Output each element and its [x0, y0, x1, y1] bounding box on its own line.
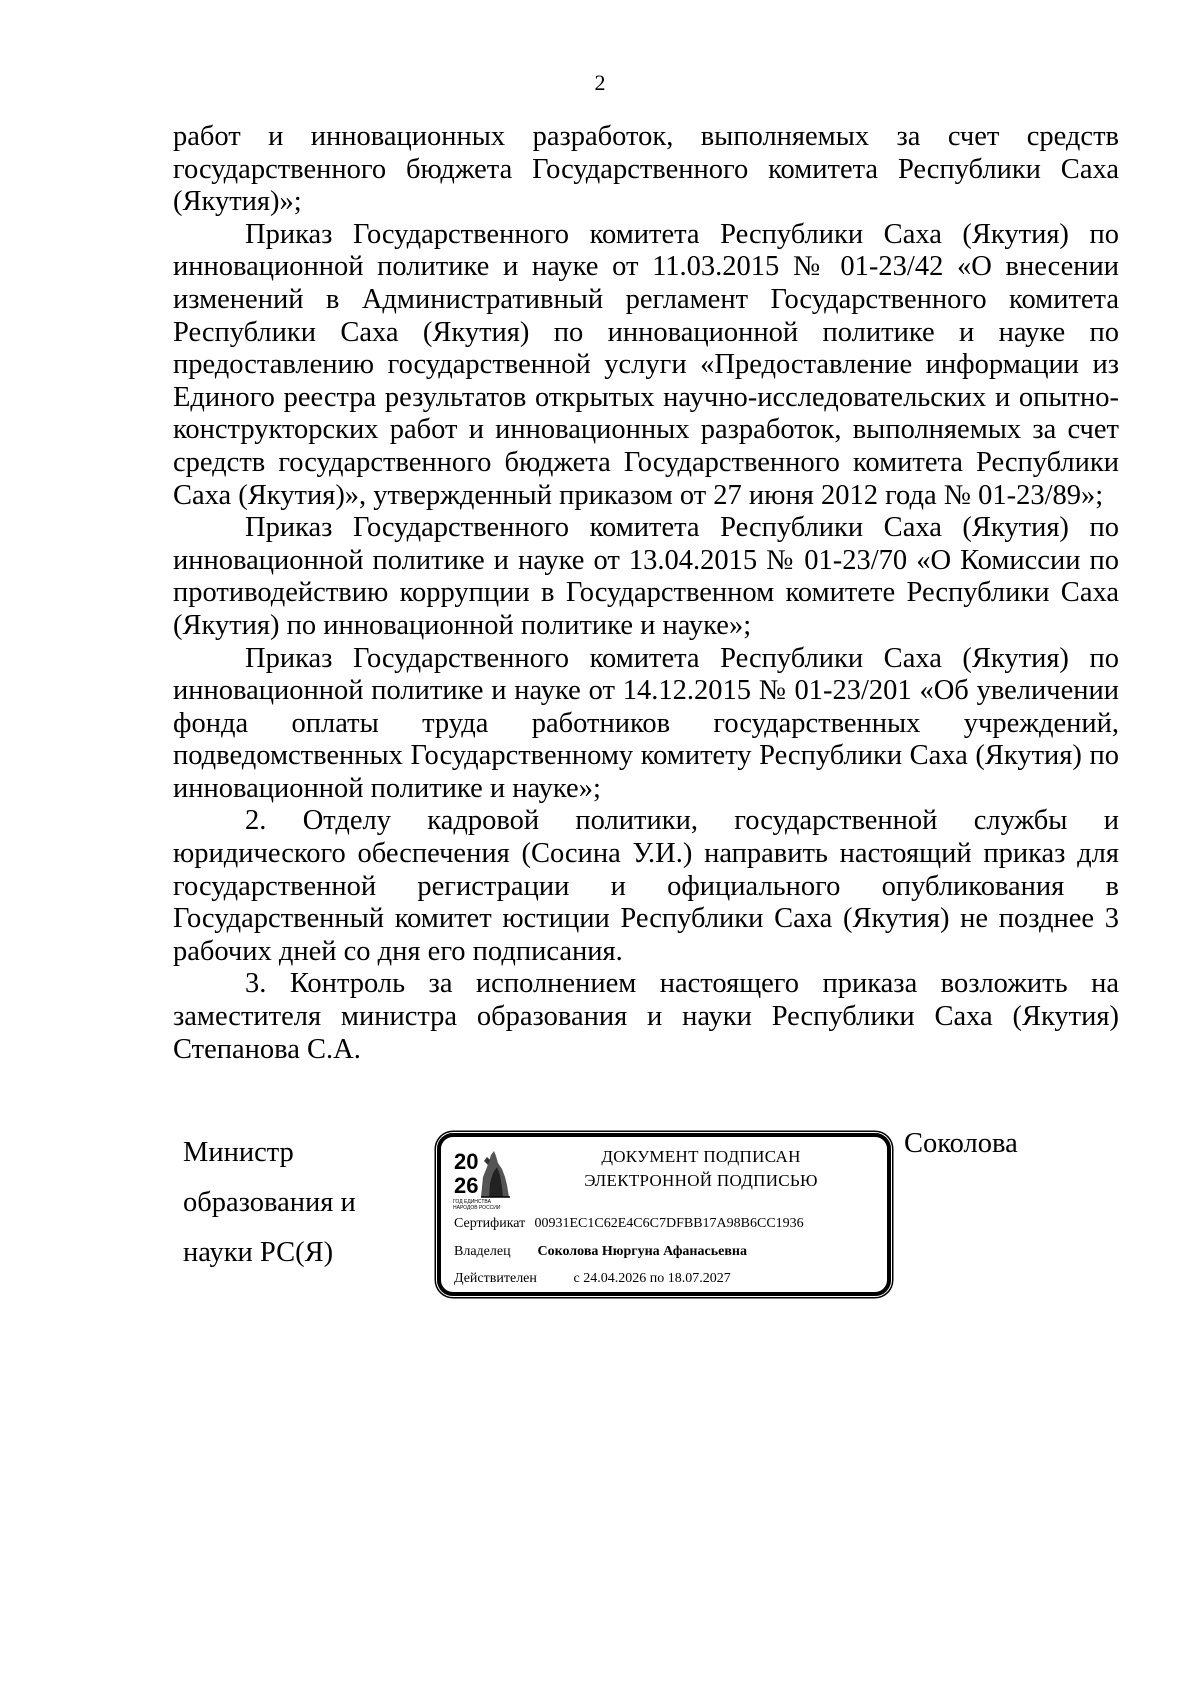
emblem-year-bottom: 26 — [454, 1173, 479, 1198]
year-of-unity-emblem-icon — [453, 1147, 513, 1203]
signatory-position — [183, 1128, 356, 1278]
owner-label: Владелец — [454, 1244, 511, 1259]
stamp-title-line: ДОКУМЕНТ ПОДПИСАН — [601, 1147, 801, 1166]
signatory-name: Соколова — [904, 1128, 1018, 1159]
electronic-signature-stamp — [437, 1133, 891, 1296]
document-body — [173, 121, 1119, 1066]
paragraph-5: 2. Отделу кадровой политики, государственной службы и юридического обеспечения (Сосина У.И.) направить настоящий приказ для государственной регистрации и официального опубликования в Государственный комитет юстиции Республики Саха (Якутия) не позднее 3 рабочих дней со дня его подписания. — [173, 805, 1119, 967]
validity-row — [454, 1270, 731, 1288]
certificate-label: Сертификат — [454, 1216, 526, 1231]
owner-value: Соколова Нюргуна Афанасьевна — [537, 1244, 747, 1259]
paragraph-3: Приказ Государственного комитета Республики Саха (Якутия) по инновационной политике и науке от 13.04.2015 № 01-23/70 «О Комиссии по противодействию коррупции в Государственном комитете Республики Саха (Якутия) по инновационной политике и науке»; — [173, 512, 1119, 641]
paragraph-1: работ и инновационных разработок, выполняемых за счет средств государственного бюджета Государственного комитета Республики Саха (Якутия)»; — [173, 121, 1119, 218]
validity-value: с 24.04.2026 по 18.07.2027 — [573, 1271, 731, 1286]
signatory-position-line: Министр — [183, 1137, 294, 1168]
emblem-caption: ГОД ЕДИНСТВА НАРОДОВ РОССИИ — [453, 1199, 501, 1211]
certificate-row — [454, 1215, 804, 1233]
paragraph-4: Приказ Государственного комитета Республики Саха (Якутия) по инновационной политике и науке от 14.12.2015 № 01-23/201 «Об увеличении фонда оплаты труда работников государственных учреждений, подведомственных Государственному комитету Республики Саха (Якутия) по инновационной политике и науке»; — [173, 642, 1119, 804]
paragraph-6: 3. Контроль за исполнением настоящего приказа возложить на заместителя министра образования и науки Республики Саха (Якутия) Степанова С.А. — [173, 968, 1119, 1065]
signatory-position-line: науки РС(Я) — [183, 1237, 334, 1268]
stamp-title-line: ЭЛЕКТРОННОЙ ПОДПИСЬЮ — [584, 1171, 818, 1190]
signatory-position-line: образования и — [183, 1187, 356, 1218]
validity-label: Действителен — [454, 1271, 537, 1286]
paragraph-2: Приказ Государственного комитета Республики Саха (Якутия) по инновационной политике и науке от 11.03.2015 № 01-23/42 «О внесении изменений в Административный регламент Государственного комитета Республики Саха (Якутия) по инновационной политике и науке по предоставлению государственной услуги «Предоставление информации из Единого реестра результатов открытых научно-исследовательских и опытно-конструкторских работ и инновационных разработок, выполняемых за счет средств государственного бюджета Государственного комитета Республики Саха (Якутия)», утвержденный приказом от 27 июня 2012 года № 01-23/89»; — [173, 218, 1119, 511]
stamp-title — [531, 1145, 871, 1193]
certificate-value: 00931EC1C62E4C6C7DFBB17A98B6CC1936 — [534, 1216, 804, 1231]
emblem-year-top: 20 — [454, 1149, 479, 1174]
owner-row — [454, 1243, 747, 1261]
page-number: 2 — [594, 70, 606, 95]
